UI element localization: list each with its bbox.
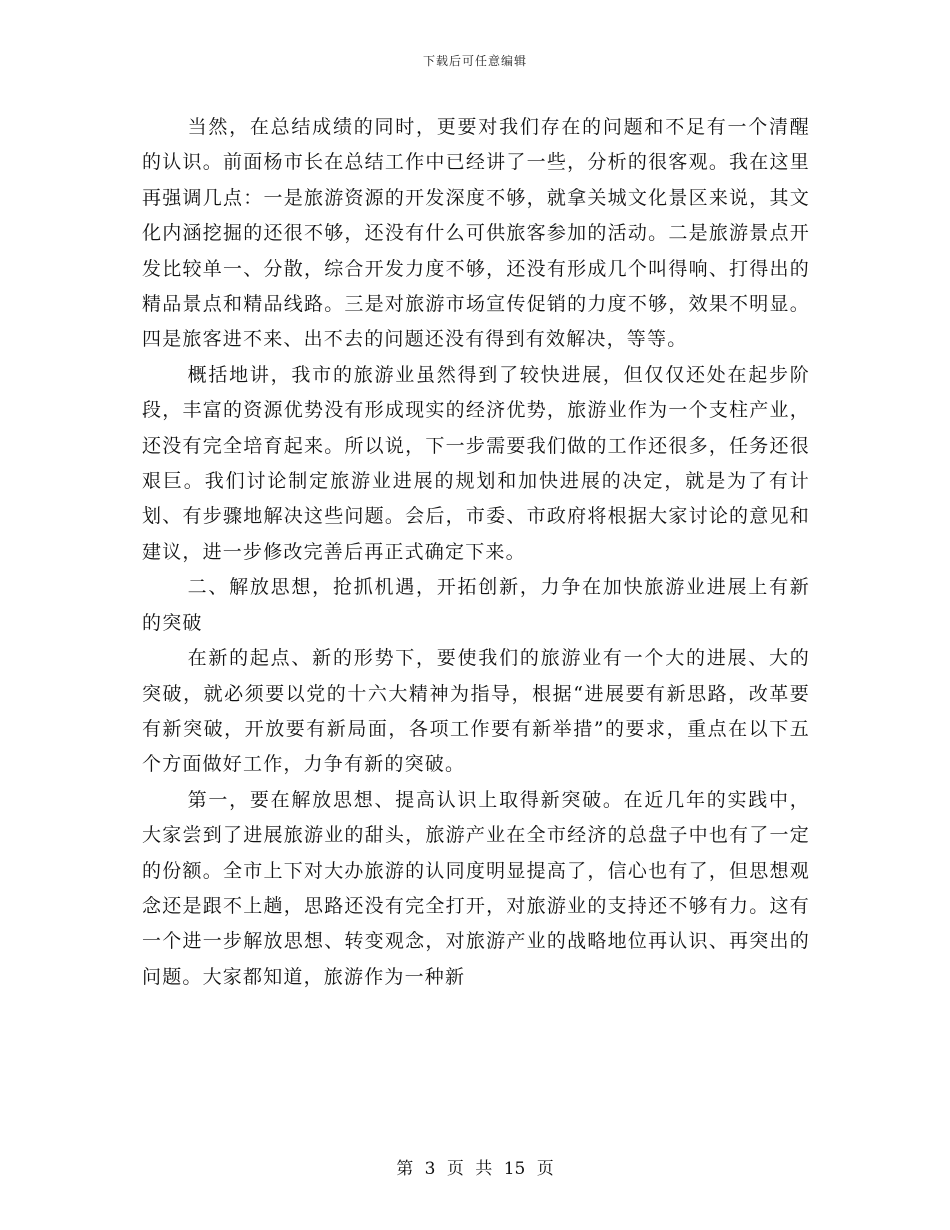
paragraph-first-point: 第一，要在解放思想、提高认识上取得新突破。在近几年的实践中，大家尝到了进展旅游业的甜头，旅游产业在全市经济的总盘子中也有了一定的份额。全市上下对大办旅游的认同度明显提高了，信心也有了，但思想观念还是跟不上趟，思路还没有完全打开，对旅游业的支持还不够有力。这有一个进一步解放思想、转变观念，对旅游产业的战略地位再认识、再突出的问题。大家都知道，旅游作为一种新 (142, 788, 810, 988)
paragraph-summary: 概括地讲，我市的旅游业虽然得到了较快进展，但仅仅还处在起步阶段，丰富的资源优势没有形成现实的经济优势，旅游业作为一个支柱产业，还没有完全培育起来。所以说，下一步需要我们做的工作还很多，任务还很艰巨。我们讨论制定旅游业进展的规划和加快进展的决定，就是为了有计划、有步骤地解决这些问题。会后，市委、市政府将根据大家讨论的意见和建议，进一步修改完善后再正式确定下来。 (142, 363, 810, 563)
document-body (142, 110, 810, 995)
paragraph-problems: 当然，在总结成绩的同时，更要对我们存在的问题和不足有一个清醒的认识。前面杨市长在总结工作中已经讲了一些，分析的很客观。我在这里再强调几点：一是旅游资源的开发深度不够，就拿关城文化景区来说，其文化内涵挖掘的还很不够，还没有什么可供旅客参加的活动。二是旅游景点开发比较单一、分散，综合开发力度不够，还没有形成几个叫得响、打得出的精品景点和精品线路。三是对旅游市场宣传促销的力度不够，效果不明显。四是旅客进不来、出不去的问题还没有得到有效解决，等等。 (142, 116, 810, 351)
section-heading: 二、解放思想，抢抓机遇，开拓创新，力争在加快旅游业进展上有新的突破 (142, 576, 810, 634)
page-number-footer: 第 3 页 共 15 页 (396, 1159, 554, 1179)
paragraph-new-situation: 在新的起点、新的形势下，要使我们的旅游业有一个大的进展、大的突破，就必须要以党的十六大精神为指导，根据“进展要有新思路，改革要有新突破，开放要有新局面，各项工作要有新举措”的要求，重点在以下五个方面做好工作，力争有新的突破。 (142, 647, 810, 776)
page-header-note: 下载后可任意编辑 (422, 54, 527, 68)
